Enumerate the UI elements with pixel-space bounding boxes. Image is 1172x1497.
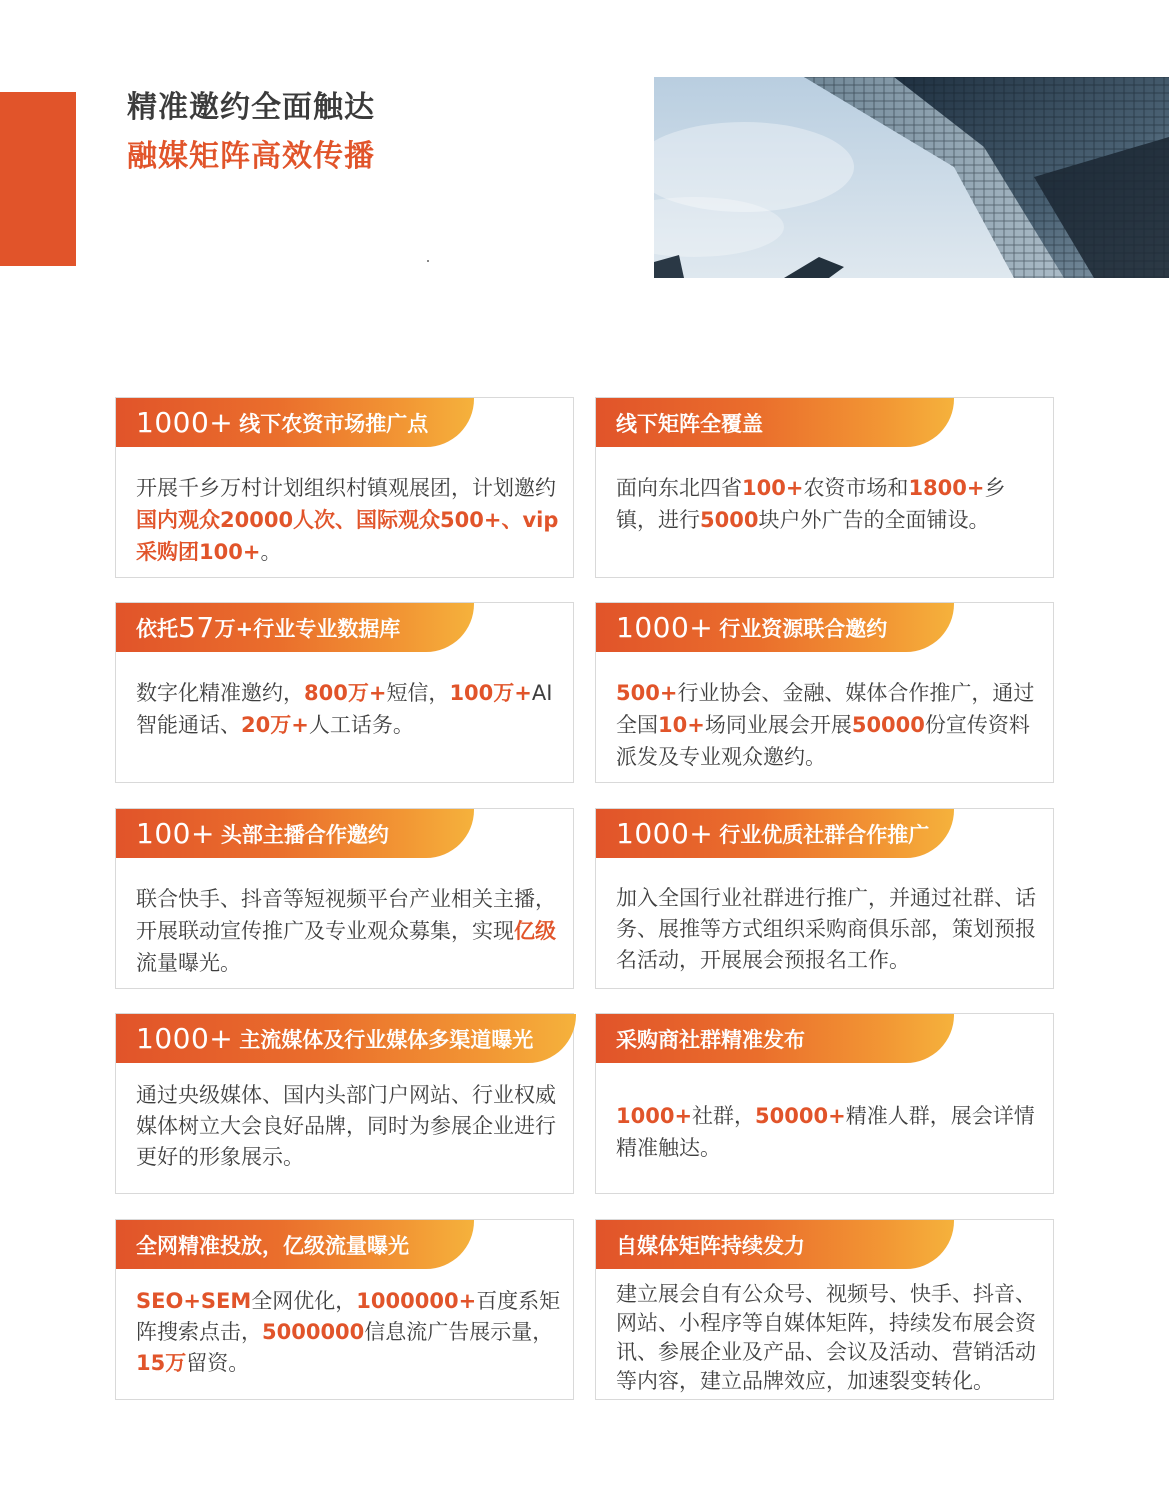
body-text: 短信， bbox=[386, 681, 450, 705]
card-body bbox=[616, 1100, 1043, 1164]
body-highlight: 100万+ bbox=[449, 681, 532, 705]
body-highlight: 国内观众20000人次、国际观众500+、vip采购团100+ bbox=[136, 508, 559, 564]
body-highlight: 1000000+ bbox=[356, 1289, 477, 1313]
card-body bbox=[616, 1280, 1043, 1396]
card-body bbox=[136, 1080, 563, 1173]
body-text: 场同业展会开展 bbox=[704, 713, 852, 737]
body-highlight: 800万+ bbox=[304, 681, 387, 705]
body-highlight: 亿级 bbox=[514, 919, 556, 943]
body-highlight: 1000+ bbox=[616, 1104, 693, 1128]
header-number: 1000+ bbox=[136, 1022, 234, 1055]
card-header bbox=[116, 1220, 474, 1269]
card-industry-database bbox=[115, 602, 574, 783]
card-header bbox=[596, 603, 954, 652]
card-buyer-community-release bbox=[595, 1013, 1054, 1194]
body-text: 行业协会、金融、媒体合作推广，通过全国 bbox=[616, 681, 1035, 737]
skyscraper-image bbox=[654, 77, 1169, 278]
body-text: 联合快手、抖音等短视频平台产业相关主播，开展联动宣传推广及专业观众募集，实现 bbox=[136, 887, 556, 943]
body-highlight: 20万+ bbox=[241, 713, 309, 737]
body-text: 块户外广告的全面铺设。 bbox=[758, 508, 990, 532]
card-header bbox=[116, 398, 474, 447]
body-text: 建立展会自有公众号、视频号、快手、抖音、网站、小程序等自媒体矩阵，持续发布展会资讯、参展企业及产品、会议及活动、营销活动等内容，建立品牌效应，加速裂变转化。 bbox=[616, 1282, 1036, 1393]
card-online-precise-delivery bbox=[115, 1219, 574, 1400]
body-text: 通过央级媒体、国内头部门户网站、行业权威媒体树立大会良好品牌，同时为参展企业进行更好的形象展示。 bbox=[136, 1083, 556, 1169]
header-text: 自媒体矩阵持续发力 bbox=[616, 1233, 805, 1258]
body-text: 份宣传资料派发及专业观众邀约。 bbox=[616, 713, 1030, 769]
card-body bbox=[616, 472, 1043, 536]
body-highlight: 5000 bbox=[700, 508, 759, 532]
hero-title-line2: 融媒矩阵高效传播 bbox=[127, 139, 375, 174]
header-text: 头部主播合作邀约 bbox=[220, 822, 389, 847]
body-text: 留资。 bbox=[186, 1351, 250, 1375]
body-text: 乡镇，进行 bbox=[616, 476, 1006, 532]
card-body bbox=[616, 677, 1043, 773]
card-header bbox=[596, 1220, 954, 1269]
card-header bbox=[116, 1014, 576, 1063]
body-highlight: 50000 bbox=[851, 713, 925, 737]
header-text: 采购商社群精准发布 bbox=[616, 1027, 805, 1052]
header-number: 1000+ bbox=[136, 406, 234, 439]
hero-title-line1: 精准邀约全面触达 bbox=[127, 90, 375, 125]
skyscraper-illustration bbox=[654, 77, 1169, 278]
body-text: 面向东北四省 bbox=[616, 476, 742, 500]
card-media-exposure bbox=[115, 1013, 574, 1194]
card-body bbox=[616, 883, 1043, 976]
accent-side-bar bbox=[0, 92, 76, 266]
header-text: 全网精准投放，亿级流量曝光 bbox=[136, 1233, 409, 1258]
card-header bbox=[116, 809, 474, 858]
body-text: 社群， bbox=[692, 1104, 756, 1128]
body-text: AI智能通话、 bbox=[136, 681, 553, 737]
body-text: 开展千乡万村计划组织村镇观展团，计划邀约 bbox=[136, 476, 556, 500]
body-highlight: 5000000 bbox=[262, 1320, 365, 1344]
card-industry-resource-invitation bbox=[595, 602, 1054, 783]
card-header bbox=[596, 1014, 954, 1063]
header-text: 行业资源联合邀约 bbox=[719, 616, 888, 641]
body-highlight: 15万 bbox=[136, 1351, 187, 1375]
card-body bbox=[136, 472, 563, 568]
body-text: 加入全国行业社群进行推广，并通过社群、话务、展推等方式组织采购商俱乐部，策划预报名活动，开展展会预报名工作。 bbox=[616, 886, 1036, 972]
card-body bbox=[136, 1286, 563, 1379]
body-highlight: SEO+SEM bbox=[136, 1289, 252, 1313]
body-text: 人工话务。 bbox=[308, 713, 414, 737]
header-text-pre: 依托 bbox=[136, 616, 178, 641]
hero-title bbox=[127, 88, 375, 177]
body-text: 百度系矩阵搜索点击， bbox=[136, 1289, 561, 1344]
header-number: 57 bbox=[178, 611, 215, 644]
body-highlight: 100+ bbox=[742, 476, 804, 500]
card-body bbox=[136, 677, 563, 741]
body-highlight: 1800+ bbox=[908, 476, 985, 500]
header-number: 1000+ bbox=[616, 817, 714, 850]
body-text: 数字化精准邀约， bbox=[136, 681, 304, 705]
body-text: 全网优化， bbox=[251, 1289, 357, 1313]
header-text: 行业优质社群合作推广 bbox=[719, 822, 930, 847]
body-highlight: 10+ bbox=[658, 713, 705, 737]
header-text: 万+行业专业数据库 bbox=[214, 616, 401, 641]
body-highlight: 500+ bbox=[616, 681, 678, 705]
body-text: 流量曝光。 bbox=[136, 951, 241, 975]
card-offline-matrix-coverage bbox=[595, 397, 1054, 578]
card-self-media-matrix bbox=[595, 1219, 1054, 1400]
card-community-promotion bbox=[595, 808, 1054, 989]
header-number: 100+ bbox=[136, 817, 215, 850]
card-header bbox=[116, 603, 474, 652]
header-text: 线下农资市场推广点 bbox=[239, 411, 429, 436]
card-header bbox=[596, 809, 954, 858]
body-text: 农资市场和 bbox=[803, 476, 909, 500]
card-top-streamer-invitation bbox=[115, 808, 574, 989]
body-highlight: 50000+ bbox=[755, 1104, 846, 1128]
header-text: 主流媒体及行业媒体多渠道曝光 bbox=[239, 1027, 534, 1052]
body-text: 。 bbox=[260, 540, 282, 564]
header-text: 线下矩阵全覆盖 bbox=[616, 411, 763, 436]
card-header bbox=[596, 398, 954, 447]
header-number: 1000+ bbox=[616, 611, 714, 644]
card-offline-promotion-points bbox=[115, 397, 574, 578]
body-text: 信息流广告展示量， bbox=[364, 1320, 554, 1344]
body-text: 精准人群，展会详情精准触达。 bbox=[616, 1104, 1035, 1160]
card-body bbox=[136, 883, 563, 979]
decor-dot bbox=[427, 260, 429, 262]
